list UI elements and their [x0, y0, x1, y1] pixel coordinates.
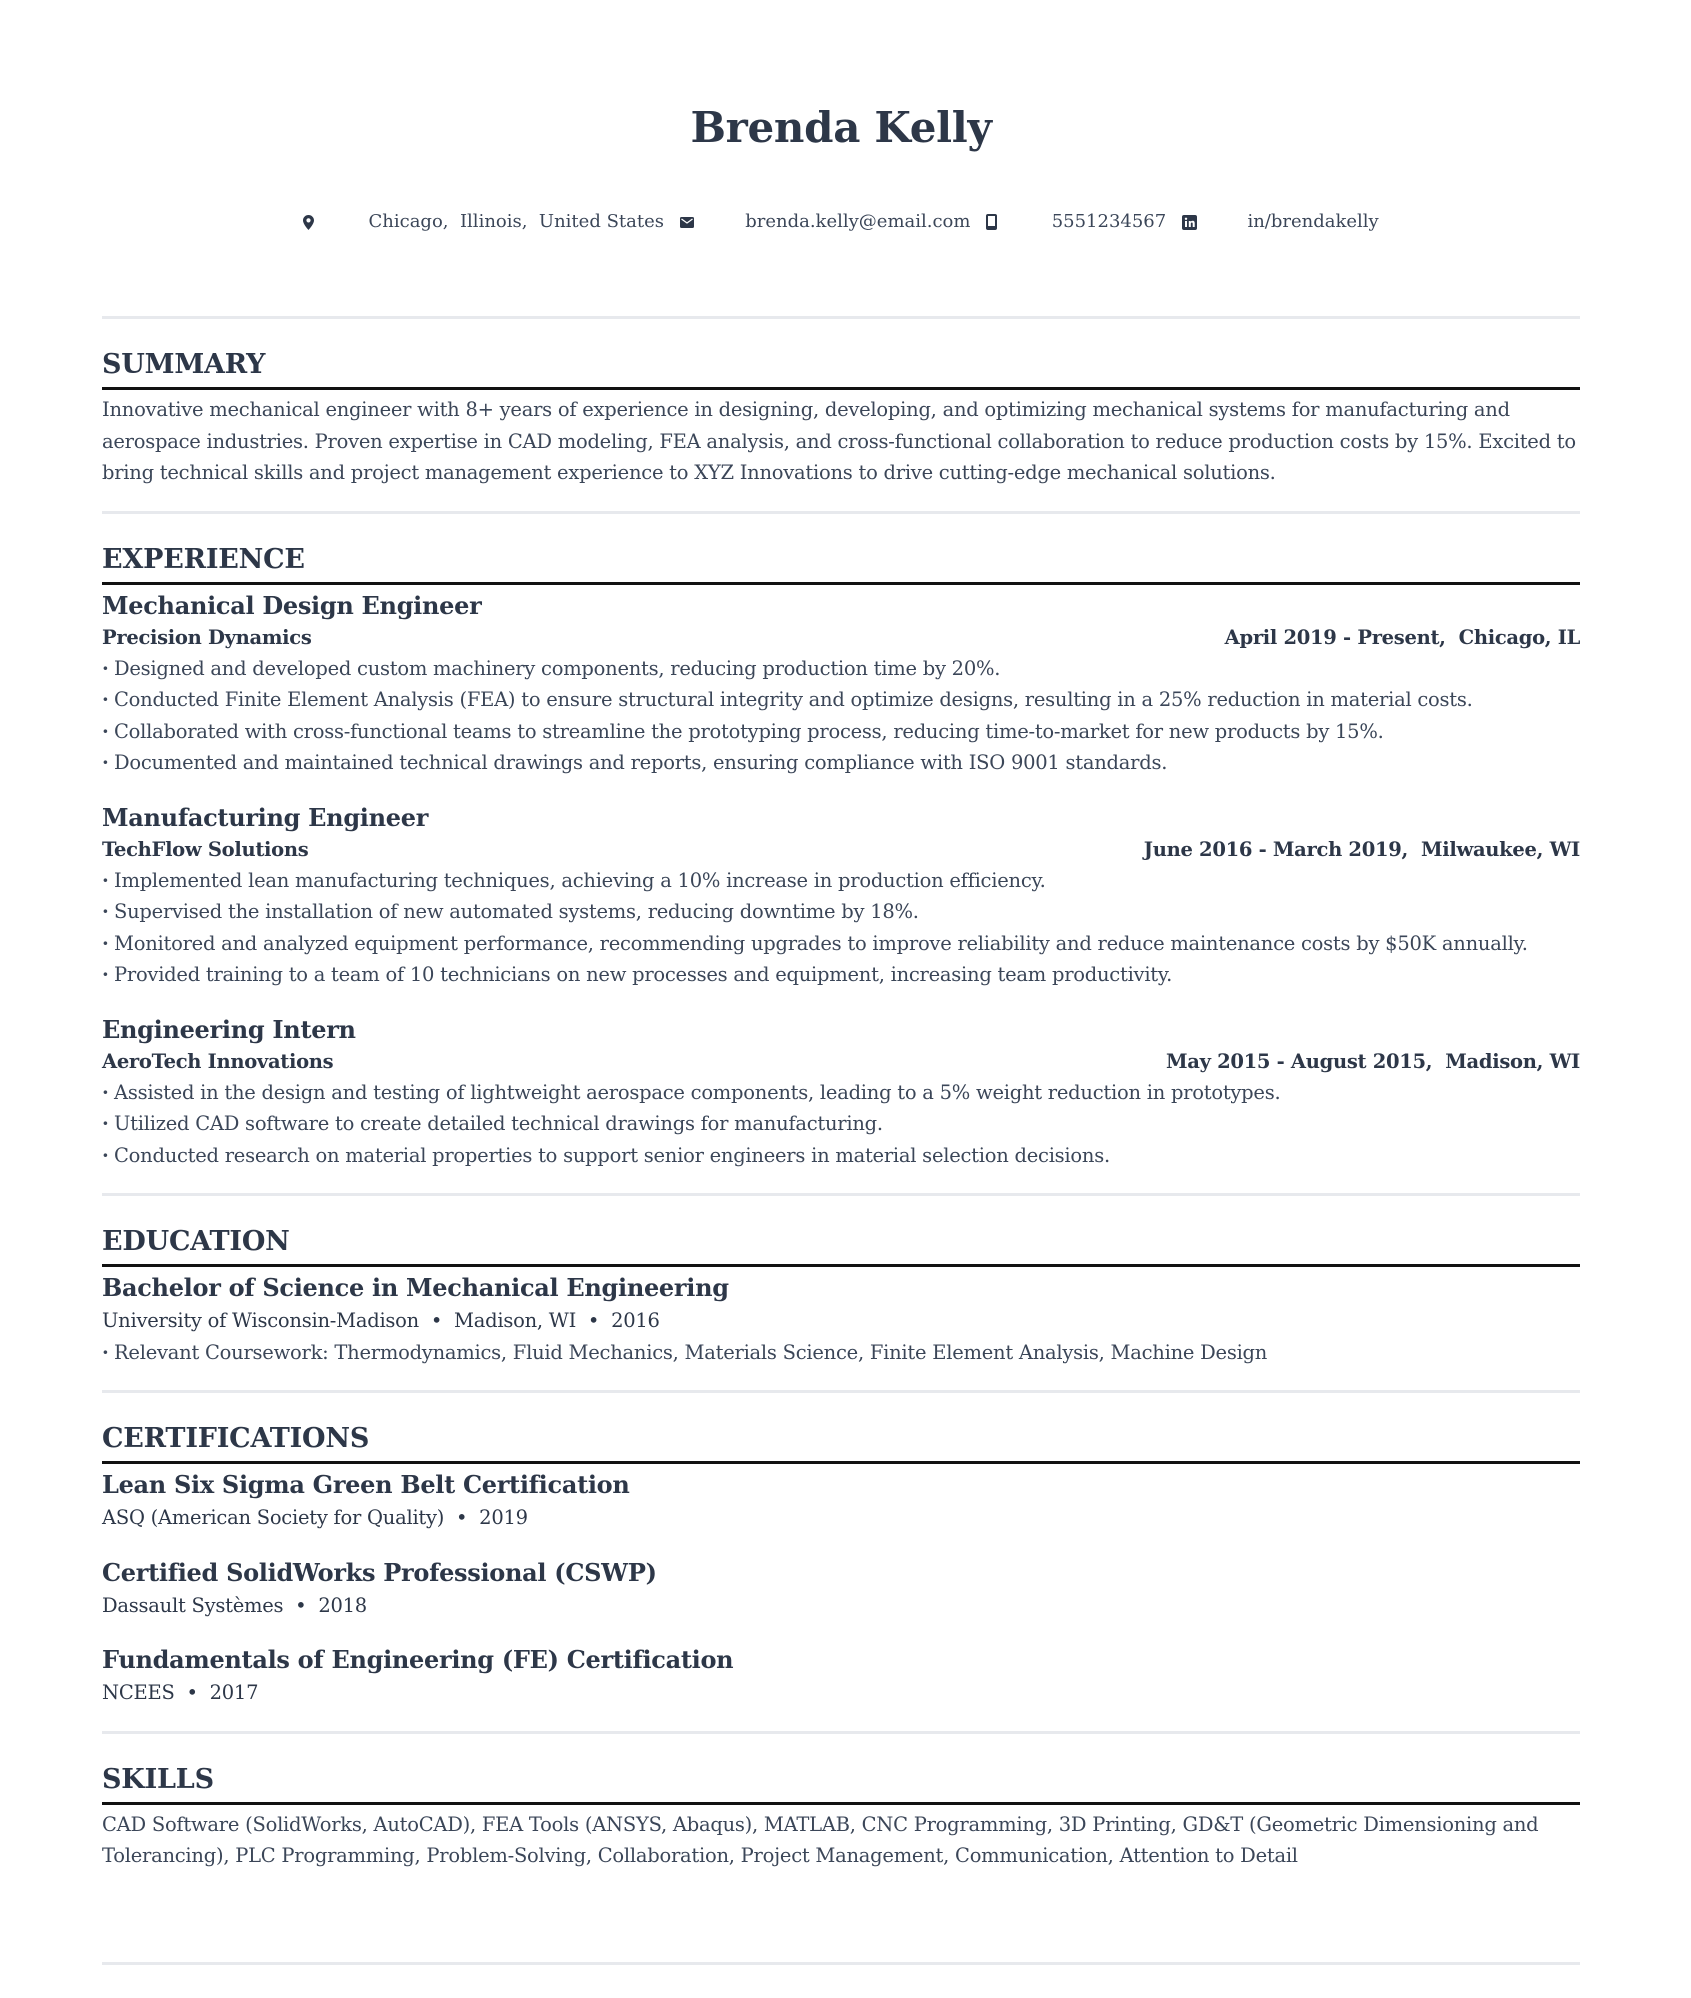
- bullet-item: · Conducted research on material properties to support senior engineers in material selection decisions.: [102, 1140, 1580, 1172]
- section-certifications: [102, 1393, 1580, 1734]
- bullet-item: · Implemented lean manufacturing techniques, achieving a 10% increase in production efficiency.: [102, 865, 1580, 897]
- job-dates-location: June 2016 - March 2019, Milwaukee, WI: [1143, 837, 1580, 861]
- section-rule: [102, 1461, 1580, 1464]
- section-rule: [102, 582, 1580, 585]
- section-rule: [102, 1264, 1580, 1267]
- summary-text: Innovative mechanical engineer with 8+ years of experience in designing, developing, and optimizing mechanical systems for manufacturing and aerospace industries. Proven expertise in CAD modeling, FEA analysis, and cross-functional collaboration to reduce production costs by 15%. Excited to bring technical skills and project management experience to XYZ Innovations to drive cutting-edge mechanical solutions.: [102, 398, 1576, 484]
- education-meta: University of Wisconsin-Madison • Madison, WI • 2016: [102, 1309, 660, 1332]
- job-dates-location: May 2015 - August 2015, Madison, WI: [1165, 1049, 1580, 1073]
- company-name: TechFlow Solutions: [102, 837, 309, 861]
- job-subheader: [102, 1047, 1580, 1077]
- certification-item: [102, 1556, 1580, 1622]
- section-education: [102, 1196, 1580, 1393]
- contact-linkedin-text: in/brendakelly: [1247, 211, 1379, 232]
- resume-header: [102, 100, 1580, 319]
- contact-phone-text: 5551234567: [1051, 211, 1167, 232]
- job-bullets: [102, 653, 1580, 779]
- envelope-icon: [680, 165, 737, 280]
- section-divider: [102, 1962, 1580, 1965]
- section-title-skills: SKILLS: [102, 1763, 214, 1795]
- education-bullets: [102, 1337, 1580, 1369]
- bullet-item: · Supervised the installation of new automated systems, reducing downtime by 18%.: [102, 896, 1580, 928]
- contact-location-text: Chicago, Illinois, United States: [368, 211, 664, 232]
- linkedin-icon: [1182, 163, 1239, 282]
- certification-item: [102, 1643, 1580, 1709]
- experience-entry: [102, 1013, 1580, 1172]
- section-summary: [102, 319, 1580, 514]
- company-name: AeroTech Innovations: [102, 1049, 334, 1073]
- job-title: Manufacturing Engineer: [102, 802, 429, 832]
- certification-meta: NCEES • 2017: [102, 1681, 259, 1704]
- job-subheader: [102, 835, 1580, 865]
- contact-linkedin[interactable]: [1182, 163, 1379, 282]
- job-dates-location: April 2019 - Present, Chicago, IL: [1224, 625, 1580, 649]
- bullet-item: · Collaborated with cross-functional teams to streamline the prototyping process, reducing time-to-market for new products by 15%.: [102, 716, 1580, 748]
- section-title-certifications: CERTIFICATIONS: [102, 1423, 370, 1454]
- bullet-item: · Assisted in the design and testing of lightweight aerospace components, leading to a 5% weight reduction in prototypes.: [102, 1077, 1580, 1109]
- section-title-education: EDUCATION: [102, 1226, 290, 1257]
- degree-title: Bachelor of Science in Mechanical Engineering: [102, 1273, 729, 1302]
- bullet-item: · Documented and maintained technical drawings and reports, ensuring compliance with ISO 9001 standards.: [102, 747, 1580, 779]
- resume-page: [102, 0, 1580, 1965]
- contact-email-text: brenda.kelly@email.com: [745, 211, 971, 232]
- company-name: Precision Dynamics: [102, 625, 312, 649]
- bullet-item: · Utilized CAD software to create detailed technical drawings for manufacturing.: [102, 1108, 1580, 1140]
- candidate-name: Brenda Kelly: [690, 103, 992, 152]
- certification-meta: Dassault Systèmes • 2018: [102, 1593, 367, 1617]
- job-subheader: [102, 623, 1580, 653]
- job-bullets: [102, 865, 1580, 991]
- job-bullets: [102, 1077, 1580, 1172]
- bullet-item: · Relevant Coursework: Thermodynamics, Fluid Mechanics, Materials Science, Finite Element Analysis, Machine Design: [102, 1337, 1580, 1369]
- bullet-item: · Conducted Finite Element Analysis (FEA) to ensure structural integrity and optimize designs, resulting in a 25% reduction in material costs.: [102, 684, 1580, 716]
- certification-item: [102, 1468, 1580, 1534]
- certification-name: Certified SolidWorks Professional (CSWP): [102, 1557, 657, 1587]
- bullet-item: · Designed and developed custom machinery components, reducing production time by 20%.: [102, 653, 1580, 685]
- job-title: Mechanical Design Engineer: [102, 590, 482, 620]
- experience-entry: [102, 801, 1580, 991]
- skills-text: CAD Software (SolidWorks, AutoCAD), FEA Tools (ANSYS, Abaqus), MATLAB, CNC Programming, 3D Printing, GD&T (Geometric Dimensioning and Tolerancing), PLC Programming, Problem-Solving, Collaboration, Project Management, Communication, Attention to Detail: [102, 1812, 1539, 1867]
- contact-location: [303, 163, 664, 282]
- bullet-item: · Monitored and analyzed equipment performance, recommending upgrades to improve reliability and reduce maintenance costs by $50K annually.: [102, 928, 1580, 960]
- certification-name: Lean Six Sigma Green Belt Certification: [102, 1470, 630, 1499]
- section-experience: [102, 514, 1580, 1197]
- certification-name: Fundamentals of Engineering (FE) Certification: [102, 1645, 734, 1674]
- phone-icon: [986, 162, 1043, 282]
- contact-phone[interactable]: [986, 162, 1166, 282]
- section-skills: [102, 1734, 1580, 1965]
- section-rule: [102, 387, 1580, 390]
- bullet-item: · Provided training to a team of 10 technicians on new processes and equipment, increasing team productivity.: [102, 959, 1580, 991]
- section-title-experience: EXPERIENCE: [102, 543, 305, 575]
- contact-email[interactable]: [680, 165, 970, 280]
- experience-entry: [102, 589, 1580, 779]
- map-pin-icon: [303, 163, 360, 282]
- section-rule: [102, 1802, 1580, 1805]
- contact-info: [102, 162, 1580, 282]
- section-title-summary: SUMMARY: [102, 349, 266, 380]
- job-title: Engineering Intern: [102, 1014, 356, 1044]
- certification-meta: ASQ (American Society for Quality) • 2019: [102, 1506, 528, 1529]
